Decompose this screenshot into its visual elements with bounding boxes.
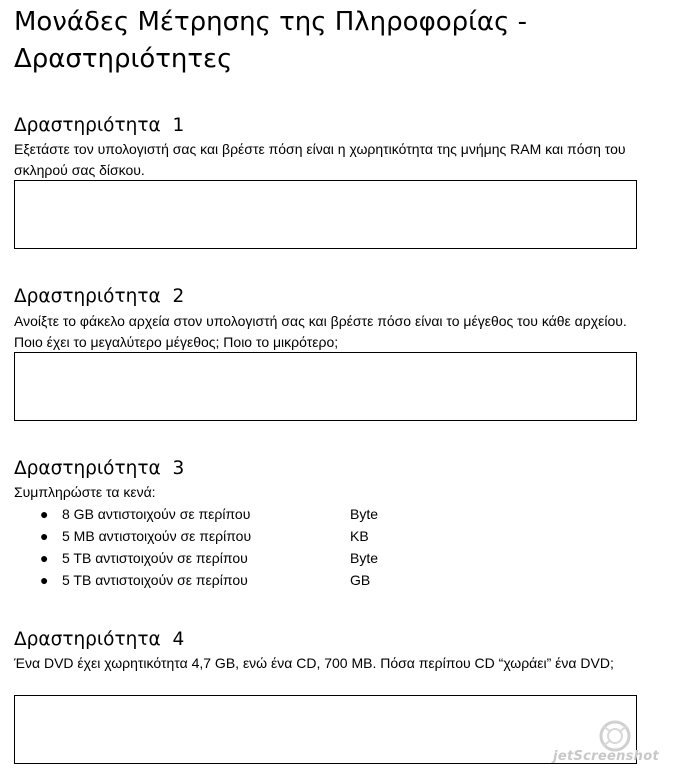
blank-item-unit: KB — [350, 528, 369, 544]
activity-3-heading: Δραστηριότητα 3 — [14, 458, 185, 479]
blank-item-unit: GB — [350, 572, 371, 588]
activity-3-instruction: Συμπληρώστε τα κενά: — [14, 484, 156, 500]
list-item — [14, 525, 634, 547]
bullet-icon: ● — [40, 572, 49, 588]
list-item — [14, 569, 634, 591]
activity-1-text: Εξετάστε τον υπολογιστή σας και βρέστε πόση είναι η χωρητικότητα της μνήμης RAM και πόση του σκληρού σας δίσκου. — [14, 141, 626, 178]
blank-item-text: 8 GB αντιστοιχούν σε περίπου — [62, 506, 251, 522]
bullet-icon: ● — [40, 506, 49, 522]
bullet-icon: ● — [40, 550, 49, 566]
list-item — [14, 547, 634, 569]
activity-2-heading: Δραστηριότητα 2 — [14, 286, 185, 307]
list-item — [14, 503, 634, 525]
blank-item-text: 5 TB αντιστοιχούν σε περίπου — [62, 550, 248, 566]
activity-2-text: Ανοίξτε το φάκελο αρχεία στον υπολογιστή σας και βρέστε πόσο είναι το μέγεθος του κάθε αρχείου. Ποιο έχει το μεγαλύτερο μέγεθος; Ποιο το μικρότερο; — [14, 313, 627, 350]
blank-item-unit: Byte — [350, 506, 379, 522]
activity-1-answer-box[interactable] — [14, 180, 637, 249]
activity-2-answer-box[interactable] — [14, 352, 637, 421]
watermark — [553, 718, 665, 768]
activity-4-heading: Δραστηριότητα 4 — [14, 629, 185, 650]
blank-item-unit: Byte — [350, 550, 379, 566]
bullet-icon: ● — [40, 528, 49, 544]
document-title: Μονάδες Μέτρησης της Πληροφορίας - Δραστηριότητες — [14, 7, 527, 74]
fill-in-blanks-list — [14, 503, 634, 591]
blank-item-text: 5 TB αντιστοιχούν σε περίπου — [62, 572, 248, 588]
watermark-text: jetScreenshot — [553, 749, 659, 764]
activity-4-answer-box[interactable] — [14, 695, 637, 764]
activity-1-heading: Δραστηριότητα 1 — [14, 115, 185, 136]
blank-item-text: 5 MB αντιστοιχούν σε περίπου — [62, 528, 252, 544]
activity-4-text: Ένα DVD έχει χωρητικότητα 4,7 GB, ενώ ένα CD, 700 MB. Πόσα περίπου CD “χωράει” ένα DVD; — [14, 655, 614, 671]
